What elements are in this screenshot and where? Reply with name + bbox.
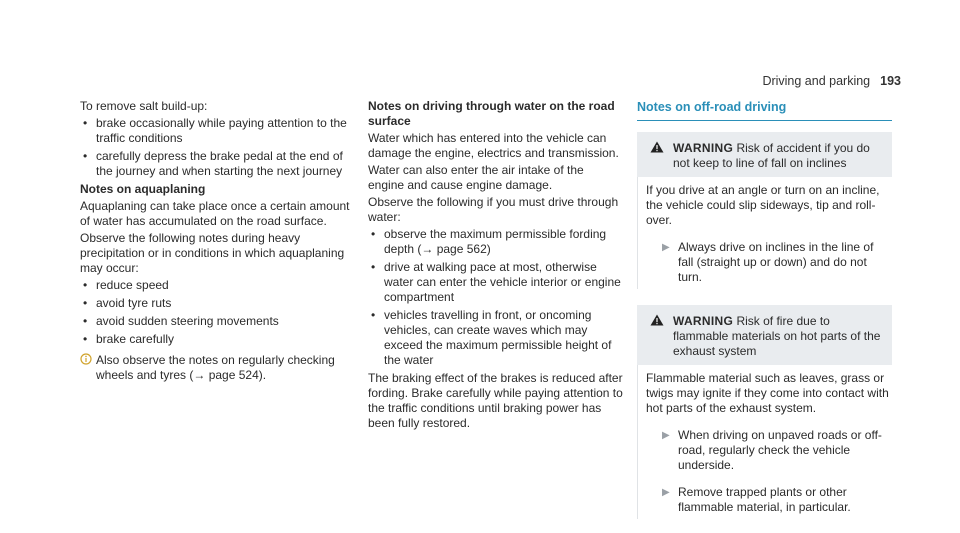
warning-header	[637, 305, 892, 365]
list-item: • avoid sudden steering movements	[80, 314, 350, 329]
action-step	[646, 240, 892, 285]
action-step	[646, 485, 892, 515]
warning-body	[637, 365, 892, 519]
list-item: • avoid tyre ruts	[80, 296, 350, 311]
note-text: Also observe the notes on regularly checking wheels and tyres (→ page 524).	[96, 353, 335, 382]
warning-text: Flammable material such as leaves, grass or twigs may ignite if they come into contact with hot parts of the exhaust system.	[646, 371, 889, 415]
warning-heading: Risk of accident if you do not keep to line of fall on inclines	[673, 141, 870, 170]
column-middle	[368, 99, 623, 433]
list-item: • brake occasionally while paying attention to the traffic conditions	[80, 116, 350, 146]
arrow-right-icon: ▶	[662, 487, 670, 498]
water-bullet-list	[368, 227, 623, 368]
water-p4: The braking effect of the brakes is reduced after fording. Brake carefully while paying attention to the traffic conditions until braking power has been fully restored.	[368, 371, 623, 430]
warning-label: WARNING	[673, 314, 734, 328]
info-icon	[80, 353, 92, 369]
water-heading: Notes on driving through water on the road surface	[368, 99, 615, 128]
warning-header	[637, 132, 892, 177]
action-step	[646, 428, 892, 473]
warning-triangle-icon	[650, 141, 664, 157]
step-text: Remove trapped plants or other flammable material, in particular.	[678, 485, 851, 514]
warning-triangle-icon	[650, 314, 664, 330]
arrow-right-icon: ▶	[662, 430, 670, 441]
observe-text: Observe the following notes during heavy precipitation or in conditions in which aquaplaning may occur:	[80, 231, 345, 275]
step-text: When driving on unpaved roads or off-road, regularly check the vehicle underside.	[678, 428, 882, 472]
section-name: Driving and parking	[762, 74, 871, 88]
page-header	[762, 74, 901, 88]
aquaplaning-heading: Notes on aquaplaning	[80, 182, 206, 196]
list-item: • carefully depress the brake pedal at the end of the journey and when starting the next journey	[80, 149, 350, 179]
step-text: Always drive on inclines in the line of fall (straight up or down) and do not turn.	[678, 240, 874, 284]
column-right	[637, 100, 892, 519]
list-item: • vehicles travelling in front, or oncoming vehicles, can create waves which may exceed the maximum permissible height of the water	[368, 308, 623, 368]
aquaplaning-text: Aquaplaning can take place once a certain amount of water has accumulated on the road surface.	[80, 199, 350, 228]
info-note	[80, 353, 350, 383]
list-item: • brake carefully	[80, 332, 350, 347]
warning-box-fire	[637, 305, 892, 519]
water-p1: Water which has entered into the vehicle can damage the engine, electrics and transmission.	[368, 131, 619, 160]
list-item: • drive at walking pace at most, otherwise water can enter the vehicle interior or engine compartment	[368, 260, 623, 305]
aquaplaning-bullet-list	[80, 278, 350, 347]
offroad-heading: Notes on off-road driving	[637, 100, 892, 121]
warning-label: WARNING	[673, 141, 734, 155]
warning-heading: Risk of fire due to flammable materials on hot parts of the exhaust system	[673, 314, 881, 358]
page-number: 193	[880, 74, 901, 88]
list-item: • reduce speed	[80, 278, 350, 293]
column-left	[80, 99, 350, 383]
warning-body	[637, 177, 892, 289]
salt-bullet-list	[80, 116, 350, 179]
salt-intro: To remove salt build-up:	[80, 99, 208, 113]
warning-box-incline	[637, 132, 892, 289]
warning-text: If you drive at an angle or turn on an incline, the vehicle could slip sideways, tip and roll-over.	[646, 183, 880, 227]
water-p2: Water can also enter the air intake of the engine and cause engine damage.	[368, 163, 584, 192]
arrow-right-icon: ▶	[662, 242, 670, 253]
list-item: • observe the maximum permissible fording depth (→ page 562)	[368, 227, 623, 257]
water-p3: Observe the following if you must drive through water:	[368, 195, 619, 224]
